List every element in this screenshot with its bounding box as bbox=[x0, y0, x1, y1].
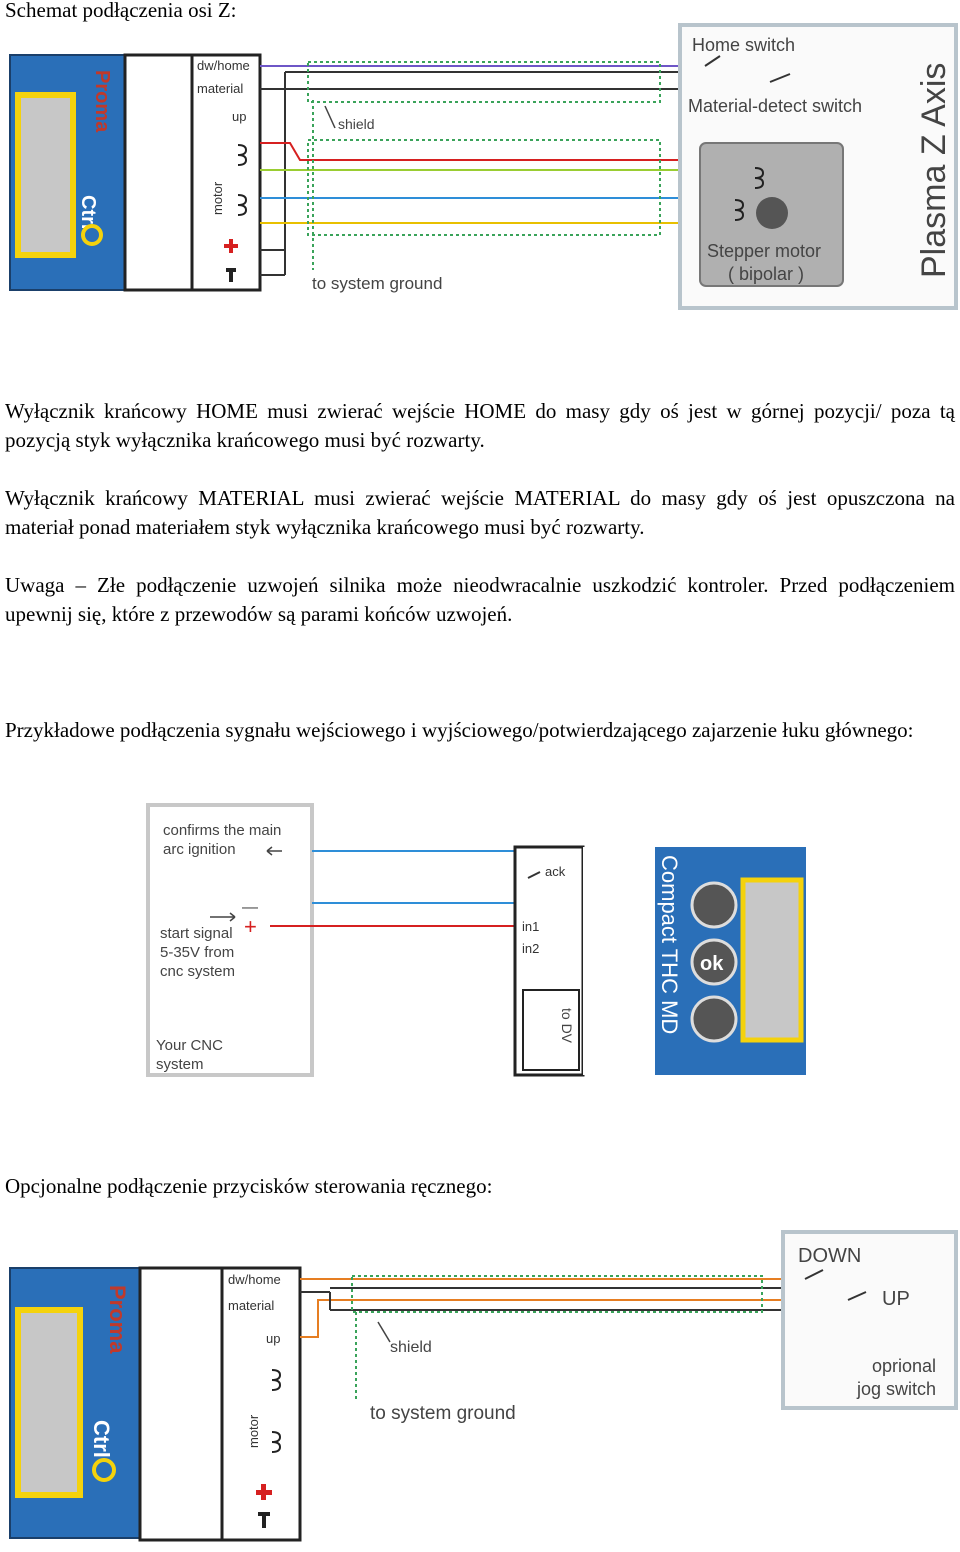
start-line2: 5-35V from bbox=[160, 944, 235, 961]
material-switch-label: Material-detect switch bbox=[688, 96, 863, 116]
thc-up-button bbox=[692, 883, 736, 927]
confirms-line2: arc ignition bbox=[163, 841, 236, 858]
cnc-line2: system bbox=[156, 1056, 204, 1073]
pin-motor-label: motor bbox=[210, 181, 225, 215]
paragraph-warning: Uwaga – Złe podłączenie uzwojeń silnika może nieodwracalnie uszkodzić kontroler. Przed podłączeniem upewnij się, które z przewodów są parami końców uzwojeń. bbox=[5, 573, 955, 626]
pin-up-label-2: up bbox=[266, 1331, 281, 1346]
thc-signal-diagram bbox=[0, 800, 960, 1085]
minus-sign: — bbox=[242, 899, 258, 916]
shield-label: shield bbox=[338, 116, 375, 132]
start-line1: start signal bbox=[160, 925, 233, 942]
up-label: UP bbox=[882, 1288, 910, 1310]
confirms-line1: confirms the main bbox=[163, 822, 282, 839]
section-heading-z-axis: Schemat podłączenia osi Z: bbox=[5, 0, 237, 22]
controller-display bbox=[18, 95, 73, 255]
pin-up-label: up bbox=[232, 109, 247, 124]
paragraph-jog-heading: Opcjonalne podłączenie przycisków sterowania ręcznego: bbox=[5, 1174, 493, 1198]
pin-material-label: material bbox=[197, 81, 244, 96]
start-line3: cnc system bbox=[160, 963, 236, 980]
ack-label: ack bbox=[545, 864, 566, 879]
pin-material-label-2: material bbox=[228, 1298, 275, 1313]
controller-name-2: Ctrl bbox=[89, 1420, 114, 1458]
home-switch-label: Home switch bbox=[692, 35, 796, 55]
ground-label-2: to system ground bbox=[370, 1403, 516, 1424]
cnc-line1: Your CNC bbox=[156, 1037, 223, 1054]
thc-title: Compact THC MD bbox=[657, 855, 682, 1035]
plus-sign: + bbox=[244, 914, 257, 939]
controller-display-2 bbox=[18, 1310, 80, 1495]
optional-line2: jog switch bbox=[857, 1379, 937, 1399]
pin-home-label-2: dw/home bbox=[228, 1272, 281, 1287]
motor-label-line2: ( bipolar ) bbox=[728, 264, 805, 284]
thc-display bbox=[743, 880, 801, 1040]
in2-label: in2 bbox=[522, 941, 540, 956]
controller-name: Ctrl bbox=[77, 195, 99, 230]
thc-ok-label: ok bbox=[700, 953, 724, 975]
z-axis-wiring-diagram bbox=[0, 20, 960, 320]
pin-motor-label-2: motor bbox=[246, 1414, 261, 1448]
in1-label: in1 bbox=[522, 919, 540, 934]
thc-down-button bbox=[692, 997, 736, 1041]
terminal-block-2 bbox=[140, 1268, 300, 1540]
jog-switch-diagram bbox=[0, 1225, 960, 1545]
optional-line1: oprional bbox=[872, 1356, 937, 1376]
pin-home-label: dw/home bbox=[197, 58, 250, 73]
paragraph-material-switch: Wyłącznik krańcowy MATERIAL musi zwierać wejście MATERIAL do masy gdy oś jest opuszczona na materiał ponad materiałem styk wyłącznika krańcowego musi być rozwarty. bbox=[5, 486, 955, 539]
paragraph-signal-examples: Przykładowe podłączenia sygnału wejściowego i wyjściowego/potwierdzającego zajarzenie łuku głównego: bbox=[5, 718, 914, 742]
shield-label-2: shield bbox=[390, 1339, 432, 1356]
paragraph-home-switch: Wyłącznik krańcowy HOME musi zwierać wejście HOME do masy gdy oś jest w górnej pozycji/ poza tą pozycją styk wyłącznika krańcowego musi być rozwarty. bbox=[5, 399, 955, 452]
down-label: DOWN bbox=[798, 1245, 862, 1267]
motor-label-line1: Stepper motor bbox=[707, 241, 822, 261]
controller-brand: Proma bbox=[91, 70, 113, 133]
axis-title: Plasma Z Axis bbox=[915, 62, 953, 278]
controller-brand-2: Proma bbox=[105, 1285, 130, 1354]
ground-label: to system ground bbox=[312, 274, 443, 293]
to-dv-label: to DV bbox=[559, 1008, 575, 1044]
